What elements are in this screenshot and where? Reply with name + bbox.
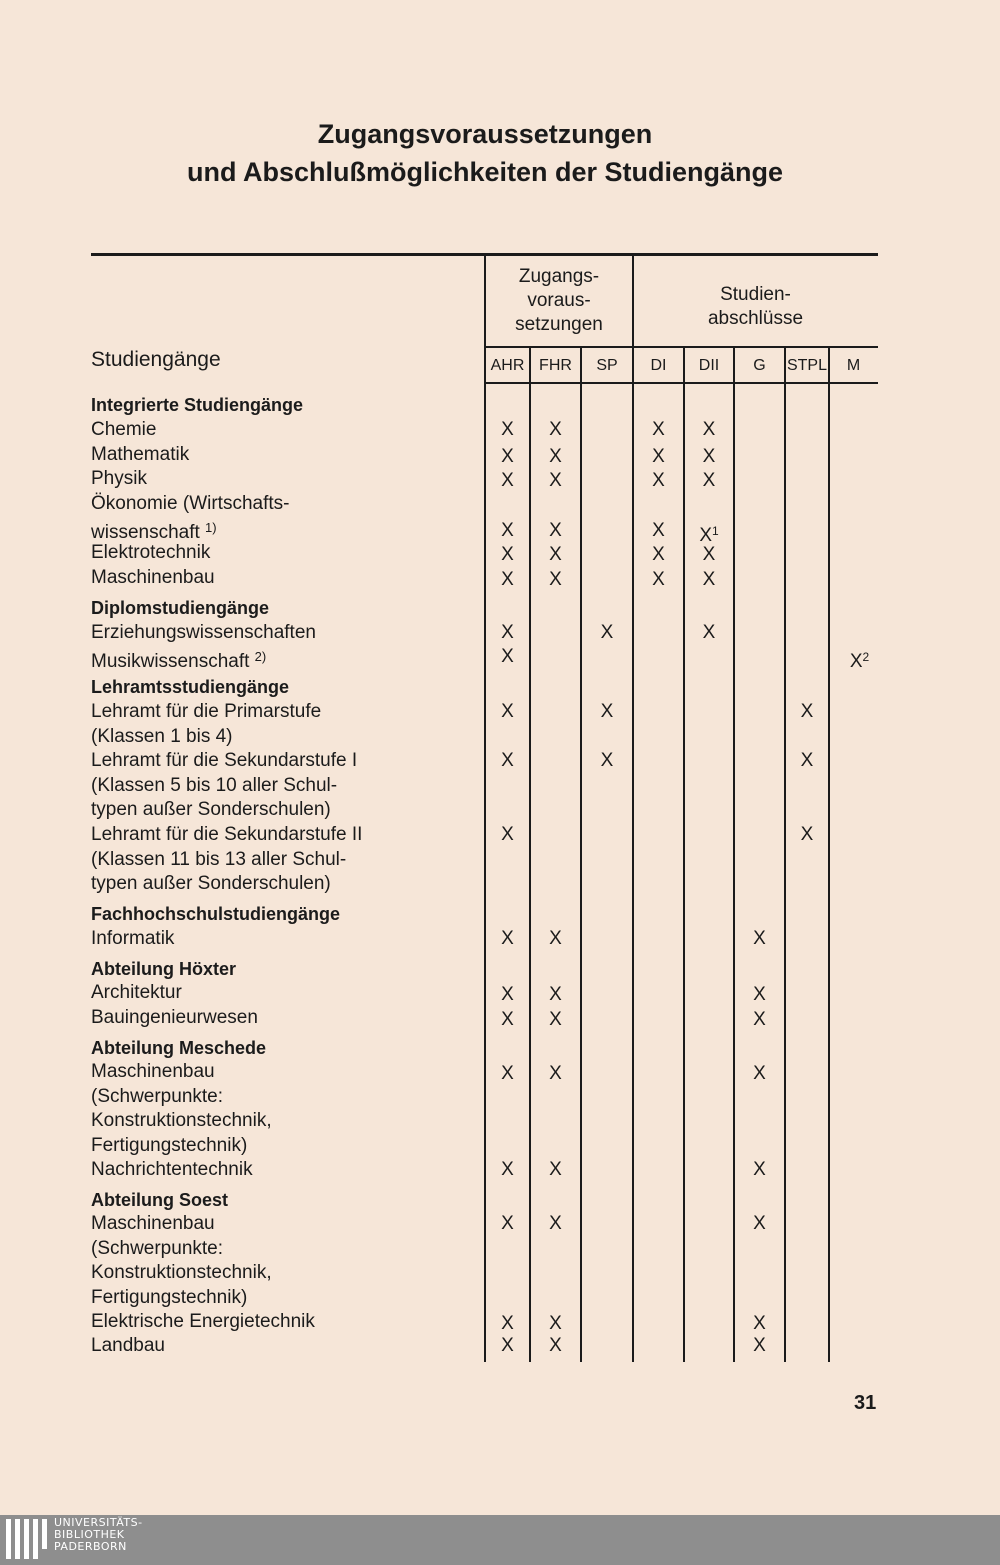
row-label-text: Konstruktionstechnik, (91, 1262, 272, 1283)
mark-x: X (549, 928, 562, 949)
row-label-text: wissenschaft (91, 522, 206, 543)
row-label (91, 492, 289, 516)
mark-x: X (753, 1335, 766, 1356)
mark-x: X (652, 446, 665, 467)
library-logo-icon (6, 1519, 46, 1561)
row-label (91, 749, 357, 773)
row-label (91, 848, 346, 872)
row-label-text: Maschinenbau (91, 1213, 215, 1234)
column-rule (580, 348, 582, 1362)
column-header-fhr: FHR (539, 357, 572, 374)
mark-fhr (536, 1008, 576, 1032)
mark-x: X (753, 984, 766, 1005)
row-label (91, 1060, 215, 1084)
column-header-dii: DII (698, 357, 720, 374)
mark-fhr (536, 568, 576, 592)
mark-fhr (536, 1212, 576, 1236)
mark-x: X (600, 622, 614, 643)
logo-line-2: BIBLIOTHEK (54, 1528, 125, 1541)
mark-fhr (536, 1334, 576, 1358)
row-label (91, 1109, 272, 1133)
mark-x: X (702, 622, 716, 643)
header-zugang (485, 265, 633, 337)
row-label-text: Landbau (91, 1335, 165, 1356)
mark-ahr (488, 645, 528, 669)
mark-fhr (536, 543, 576, 567)
mark-x: X (702, 446, 716, 467)
row-label-text: Maschinenbau (91, 567, 215, 588)
mark-x: X (753, 1063, 766, 1084)
mark-superscript: 2 (862, 650, 870, 664)
mark-stpl (787, 700, 827, 724)
mark-di (639, 519, 679, 543)
column-header-m: M (846, 357, 861, 374)
mark-di (639, 543, 679, 567)
row-label-text: Integrierte Studiengänge (91, 395, 304, 415)
header-divider-rule (485, 346, 878, 348)
mark-fhr (536, 983, 576, 1007)
mark-ahr (488, 1008, 528, 1032)
mark-x: X (501, 520, 514, 541)
mark-sp (587, 700, 627, 724)
mark-x: X (501, 1009, 514, 1030)
row-label (91, 872, 331, 896)
mark-g (740, 1212, 780, 1236)
row-label-text: Lehramt für die Sekundarstufe II (91, 824, 363, 845)
mark-ahr (488, 445, 528, 469)
row-label (91, 1334, 165, 1358)
section-heading (91, 1188, 228, 1212)
row-label (91, 927, 174, 951)
mark-x: X (652, 569, 665, 590)
mark-x: X (702, 419, 716, 440)
mark-dii (689, 469, 729, 493)
section-heading (91, 1036, 266, 1060)
row-label-text: typen außer Sonderschulen) (91, 873, 331, 894)
row-label-text: Maschinenbau (91, 1061, 215, 1082)
row-label (91, 700, 321, 724)
row-label (91, 774, 337, 798)
column-rule (733, 348, 735, 1362)
row-label-text: Nachrichtentechnik (91, 1159, 253, 1180)
section-heading (91, 902, 340, 926)
mark-x: X (753, 1313, 766, 1334)
mark-x: X (753, 928, 766, 949)
row-label (91, 566, 215, 590)
row-label (91, 1261, 272, 1285)
row-label (91, 1134, 247, 1158)
row-label (91, 1212, 215, 1236)
row-label (91, 725, 233, 749)
column-rule (828, 348, 830, 1362)
row-label-text: Diplomstudiengänge (91, 598, 270, 618)
header-abschluss-line-2: abschlüsse (707, 308, 804, 329)
mark-x: X (501, 446, 514, 467)
mark-x: X (549, 419, 562, 440)
section-heading (91, 393, 303, 417)
row-label (91, 1158, 253, 1182)
header-zugang-line-1: Zugangs- (518, 266, 600, 287)
library-footer (0, 1515, 1000, 1565)
logo-line-1: UNIVERSITÄTS- (54, 1516, 143, 1529)
row-label-text: Lehramtsstudiengänge (91, 677, 290, 697)
mark-x: X (501, 1335, 514, 1356)
row-label (91, 981, 182, 1005)
mark-x: X (501, 928, 514, 949)
mark-x: X (501, 1213, 514, 1234)
row-label-text: Lehramt für die Sekundarstufe I (91, 750, 358, 771)
mark-stpl (787, 749, 827, 773)
mark-x: X (501, 984, 514, 1005)
column-header-stpl: STPL (786, 357, 827, 374)
mark-ahr (488, 1212, 528, 1236)
section-heading (91, 957, 236, 981)
mark-x: X (652, 520, 665, 541)
row-label (91, 1237, 223, 1261)
column-rule (484, 253, 486, 1362)
mark-ahr (488, 983, 528, 1007)
mark-fhr (536, 445, 576, 469)
mark-dii (689, 568, 729, 592)
mark-x: X (501, 1159, 514, 1180)
row-label (91, 1085, 223, 1109)
mark-x: X (549, 1335, 562, 1356)
row-label-text: (Klassen 1 bis 4) (91, 726, 233, 747)
mark-x: X (549, 446, 562, 467)
row-label-text: Mathematik (91, 444, 190, 465)
row-label-text: Abteilung Höxter (91, 959, 237, 979)
mark-x: X (699, 525, 712, 546)
mark-ahr (488, 927, 528, 951)
mark-x: X (600, 701, 614, 722)
row-label-text: Elektrotechnik (91, 542, 211, 563)
mark-g (740, 1312, 780, 1336)
mark-x: X (702, 470, 716, 491)
row-label (91, 621, 316, 645)
mark-ahr (488, 749, 528, 773)
mark-x: X (549, 1213, 562, 1234)
mark-x: X (501, 622, 514, 643)
mark-dii (689, 418, 729, 442)
row-label (91, 443, 189, 467)
mark-x: X (501, 1063, 514, 1084)
mark-di (639, 568, 679, 592)
column-rule (529, 348, 531, 1362)
header-zugang-line-3: setzungen (515, 314, 603, 335)
mark-x: X (753, 1009, 766, 1030)
mark-x: X (501, 750, 514, 771)
mark-dii (689, 543, 729, 567)
mark-x: X (501, 824, 514, 845)
row-label (91, 823, 362, 847)
column-rule (683, 348, 685, 1362)
section-heading (91, 596, 269, 620)
mark-fhr (536, 927, 576, 951)
row-label (91, 645, 266, 674)
mark-x: X (501, 544, 514, 565)
library-logo-text (54, 1517, 143, 1553)
mark-ahr (488, 1312, 528, 1336)
row-label-text: (Klassen 11 bis 13 aller Schul- (91, 849, 347, 870)
mark-fhr (536, 469, 576, 493)
mark-ahr (488, 418, 528, 442)
header-abschluss (633, 283, 878, 331)
mark-ahr (488, 700, 528, 724)
mark-x: X (549, 544, 562, 565)
row-label (91, 418, 156, 442)
mark-ahr (488, 823, 528, 847)
mark-ahr (488, 1334, 528, 1358)
row-label-text: Abteilung Meschede (91, 1038, 267, 1058)
mark-dii (689, 445, 729, 469)
mark-m (840, 645, 880, 674)
mark-x: X (501, 646, 514, 667)
row-label-text: typen außer Sonderschulen) (91, 799, 331, 820)
logo-line-3: PADERBORN (54, 1540, 127, 1553)
mark-g (740, 1062, 780, 1086)
mark-x: X (652, 470, 665, 491)
mark-di (639, 469, 679, 493)
mark-stpl (787, 823, 827, 847)
mark-x: X (849, 651, 863, 672)
column-header-ahr: AHR (490, 357, 525, 374)
mark-ahr (488, 543, 528, 567)
row-label-text: Physik (91, 468, 147, 489)
page-title-line-1: Zugangsvoraussetzungen (317, 119, 653, 149)
mark-x: X (549, 569, 562, 590)
mark-x: X (800, 701, 814, 722)
row-label (91, 1310, 315, 1334)
footnote-marker: 2) (254, 649, 267, 664)
mark-x: X (549, 984, 562, 1005)
page-number: 31 (854, 1392, 877, 1414)
mark-x: X (501, 1313, 514, 1334)
mark-x: X (501, 470, 514, 491)
mark-x: X (501, 569, 514, 590)
mark-di (639, 418, 679, 442)
mark-ahr (488, 469, 528, 493)
page-title-line-2: und Abschlußmöglichkeiten der Studiengänge (186, 157, 784, 187)
row-label (91, 1286, 247, 1310)
mark-x: X (549, 520, 562, 541)
mark-x: X (600, 750, 614, 771)
mark-ahr (488, 1062, 528, 1086)
row-label-text: Fertigungstechnik) (91, 1287, 248, 1308)
row-label (91, 541, 210, 565)
header-bottom-rule (485, 382, 878, 384)
mark-x: X (800, 750, 814, 771)
mark-x: X (501, 419, 514, 440)
column-header-di: DI (650, 357, 667, 374)
row-label-text: Informatik (91, 928, 175, 949)
row-label-text: Lehramt für die Primarstufe (91, 701, 322, 722)
section-heading (91, 675, 289, 699)
row-label-text: Architektur (91, 982, 182, 1003)
mark-ahr (488, 568, 528, 592)
mark-g (740, 1334, 780, 1358)
header-studiengaenge: Studiengänge (91, 348, 221, 371)
mark-x: X (753, 1159, 766, 1180)
row-label-text: Ökonomie (Wirtschafts- (91, 493, 290, 514)
mark-g (740, 1008, 780, 1032)
row-label-text: Fertigungstechnik) (91, 1135, 248, 1156)
footnote-marker: 1) (205, 520, 217, 535)
mark-ahr (488, 1158, 528, 1182)
mark-x: X (549, 1313, 562, 1334)
mark-x: X (702, 544, 716, 565)
mark-fhr (536, 1062, 576, 1086)
header-zugang-line-2: voraus- (527, 290, 591, 311)
mark-x: X (549, 1063, 562, 1084)
mark-x: X (702, 569, 716, 590)
row-label-text: Elektrische Energietechnik (91, 1311, 315, 1332)
mark-fhr (536, 519, 576, 543)
row-label-text: Fachhochschulstudiengänge (91, 904, 341, 924)
row-label-text: Musikwissenschaft (91, 651, 255, 672)
mark-x: X (753, 1213, 766, 1234)
mark-di (639, 445, 679, 469)
mark-g (740, 1158, 780, 1182)
mark-g (740, 983, 780, 1007)
row-label-text: Abteilung Soest (91, 1190, 229, 1210)
mark-ahr (488, 519, 528, 543)
column-rule (784, 348, 786, 1362)
row-label (91, 1006, 258, 1030)
mark-x: X (549, 470, 562, 491)
row-label (91, 798, 331, 822)
mark-x: X (501, 701, 514, 722)
column-header-g: G (753, 357, 766, 374)
mark-x: X (549, 1159, 562, 1180)
row-label (91, 467, 147, 491)
mark-superscript: 1 (712, 524, 719, 538)
mark-x: X (652, 544, 665, 565)
row-label-text: (Klassen 5 bis 10 aller Schul- (91, 775, 338, 796)
mark-x: X (652, 419, 665, 440)
column-header-sp: SP (596, 357, 618, 374)
mark-x: X (800, 824, 814, 845)
row-label-text: Bauingenieurwesen (91, 1007, 258, 1028)
mark-x: X (549, 1009, 562, 1030)
mark-fhr (536, 1158, 576, 1182)
mark-ahr (488, 621, 528, 645)
row-label-text: Erziehungswissenschaften (91, 622, 316, 643)
row-label-text: Chemie (91, 419, 157, 440)
column-rule (632, 253, 634, 1362)
mark-dii (689, 621, 729, 645)
header-abschluss-line-1: Studien- (720, 284, 791, 305)
mark-fhr (536, 1312, 576, 1336)
mark-sp (587, 749, 627, 773)
mark-sp (587, 621, 627, 645)
mark-fhr (536, 418, 576, 442)
row-label-text: Konstruktionstechnik, (91, 1110, 272, 1131)
row-label-text: (Schwerpunkte: (91, 1086, 224, 1107)
mark-g (740, 927, 780, 951)
row-label-text: (Schwerpunkte: (91, 1238, 224, 1259)
